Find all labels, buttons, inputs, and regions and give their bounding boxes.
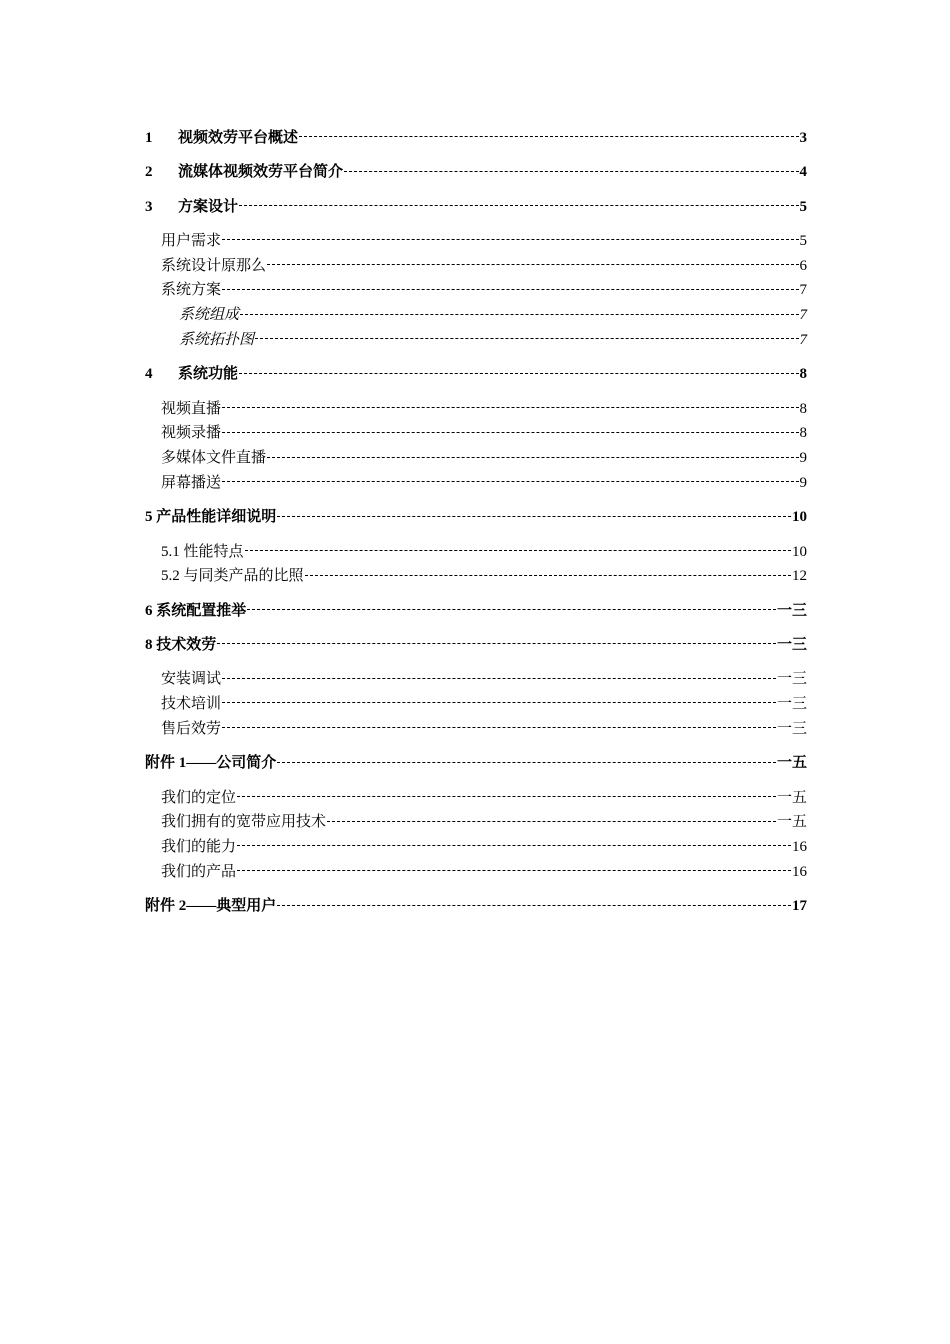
toc-entry-page: 8: [799, 400, 807, 417]
toc-entry-title: 流媒体视频效劳平台简介: [178, 164, 344, 181]
toc-subentry[interactable]: [145, 667, 807, 692]
toc-leader: [247, 600, 776, 615]
toc-leader: [327, 811, 776, 826]
toc-subentry[interactable]: [145, 254, 807, 279]
toc-leader: [222, 422, 798, 437]
toc-entry-page: 9: [799, 450, 807, 467]
toc-leader: [299, 127, 798, 142]
toc-subentry[interactable]: [145, 397, 807, 422]
toc-entry-title: 视频效劳平台概述: [178, 130, 299, 146]
toc-entry-page: 一三: [776, 720, 807, 737]
toc-entry[interactable]: [145, 505, 807, 530]
toc-entry-title: 系统设计原那么: [161, 257, 267, 274]
toc-entry-page: 12: [792, 568, 807, 585]
toc-entry-title: 6 系统配置推举: [145, 602, 247, 619]
toc-entry-title: 我们的定位: [161, 789, 237, 806]
toc-entry-page: 一三: [776, 602, 807, 619]
toc-entry-title: 我们的能力: [161, 839, 237, 856]
toc-entry-title: 屏幕播送: [161, 475, 222, 492]
toc-entry-title: 系统方案: [161, 282, 222, 299]
toc-entry-page: 10: [792, 543, 807, 560]
toc-leader: [267, 447, 798, 462]
toc-entry-page: 6: [799, 257, 807, 274]
toc-entry[interactable]: [145, 751, 807, 776]
toc-leader: [222, 693, 776, 708]
toc-entry-title: 系统组成: [179, 307, 240, 324]
toc-entry-page: 10: [792, 509, 807, 526]
toc-leader: [222, 472, 798, 487]
toc-entry-title: 视频录播: [161, 425, 222, 442]
toc-subentry[interactable]: [145, 810, 807, 835]
toc-subentry[interactable]: [145, 540, 807, 565]
toc-entry[interactable]: [145, 362, 807, 387]
toc-entry-page: 一三: [776, 637, 807, 654]
toc-entry-page: 5: [799, 198, 807, 215]
toc-subentry[interactable]: [145, 446, 807, 471]
toc-entry-title: 我们的产品: [161, 863, 237, 880]
toc-entry-title: 方案设计: [178, 198, 239, 215]
table-of-contents: [145, 126, 807, 919]
toc-leader: [222, 279, 798, 294]
toc-leader: [245, 541, 791, 556]
toc-entry[interactable]: [145, 195, 807, 220]
toc-entry-page: 16: [792, 863, 807, 880]
toc-subsubentry[interactable]: [145, 303, 807, 328]
toc-subentry[interactable]: [145, 421, 807, 446]
toc-entry-page: 4: [799, 164, 807, 181]
toc-entry-title: 我们拥有的宽带应用技术: [161, 814, 327, 831]
toc-subentry[interactable]: [145, 278, 807, 303]
toc-entry-title: 系统拓扑图: [179, 332, 255, 349]
toc-entry-page: 8: [799, 425, 807, 442]
toc-entry-number: 2: [145, 164, 153, 181]
toc-entry-page: 一五: [776, 755, 807, 772]
toc-leader: [222, 398, 798, 413]
toc-entry[interactable]: [145, 160, 807, 185]
toc-entry-title: 技术培训: [161, 696, 222, 713]
toc-leader: [222, 668, 776, 683]
toc-entry-page: 8: [799, 366, 807, 383]
toc-leader: [239, 196, 798, 211]
toc-entry[interactable]: [145, 599, 807, 624]
toc-leader: [267, 255, 798, 270]
toc-subentry[interactable]: [145, 564, 807, 589]
toc-subentry[interactable]: [145, 471, 807, 496]
toc-entry-title: 5.1 性能特点: [161, 543, 244, 560]
toc-entry-title: 安装调试: [161, 671, 222, 688]
toc-leader: [239, 363, 798, 378]
toc-entry-page: 3: [799, 130, 807, 146]
toc-entry-page: 7: [799, 282, 807, 299]
toc-entry-title: 售后效劳: [161, 720, 222, 737]
toc-entry-title: 5.2 与同类产品的比照: [161, 568, 304, 585]
toc-entry-number: 1: [145, 130, 153, 146]
toc-entry-page: 一三: [776, 671, 807, 688]
toc-leader: [305, 565, 791, 580]
toc-entry-title: 8 技术效劳: [145, 637, 217, 654]
toc-subentry[interactable]: [145, 786, 807, 811]
toc-leader: [237, 836, 791, 851]
toc-entry-page: 7: [799, 307, 807, 324]
toc-entry-page: 一五: [776, 789, 807, 806]
toc-leader: [217, 634, 776, 649]
toc-entry[interactable]: [145, 633, 807, 658]
toc-entry-page: 7: [799, 332, 807, 349]
toc-subentry[interactable]: [145, 692, 807, 717]
toc-entry-number: 3: [145, 198, 153, 215]
toc-entry[interactable]: [145, 894, 807, 919]
toc-entry[interactable]: [145, 126, 807, 151]
toc-entry-title: 附件 2——典型用户: [145, 898, 277, 915]
toc-leader: [344, 161, 798, 176]
toc-leader: [222, 718, 776, 733]
toc-leader: [277, 895, 791, 910]
toc-entry-page: 16: [792, 839, 807, 856]
toc-subentry[interactable]: [145, 835, 807, 860]
toc-entry-title: 5 产品性能详细说明: [145, 509, 277, 526]
toc-entry-number: 4: [145, 366, 153, 383]
toc-entry-page: 17: [792, 898, 807, 915]
toc-subentry[interactable]: [145, 717, 807, 742]
toc-leader: [277, 506, 791, 521]
toc-entry-title: 系统功能: [178, 366, 239, 383]
toc-entry-page: 5: [799, 232, 807, 249]
toc-leader: [237, 787, 776, 802]
toc-entry-title: 用户需求: [161, 232, 222, 249]
toc-leader: [237, 861, 791, 876]
toc-entry-page: 一五: [776, 814, 807, 831]
toc-subentry[interactable]: [145, 860, 807, 885]
toc-subentry[interactable]: [145, 229, 807, 254]
toc-entry-title: 附件 1——公司简介: [145, 755, 277, 772]
toc-leader: [222, 230, 798, 245]
toc-entry-title: 视频直播: [161, 400, 222, 417]
toc-leader: [240, 304, 798, 319]
toc-leader: [277, 752, 776, 767]
toc-subsubentry[interactable]: [145, 328, 807, 353]
toc-entry-page: 9: [799, 475, 807, 492]
toc-leader: [255, 329, 798, 344]
toc-entry-title: 多媒体文件直播: [161, 450, 267, 467]
toc-entry-page: 一三: [776, 696, 807, 713]
